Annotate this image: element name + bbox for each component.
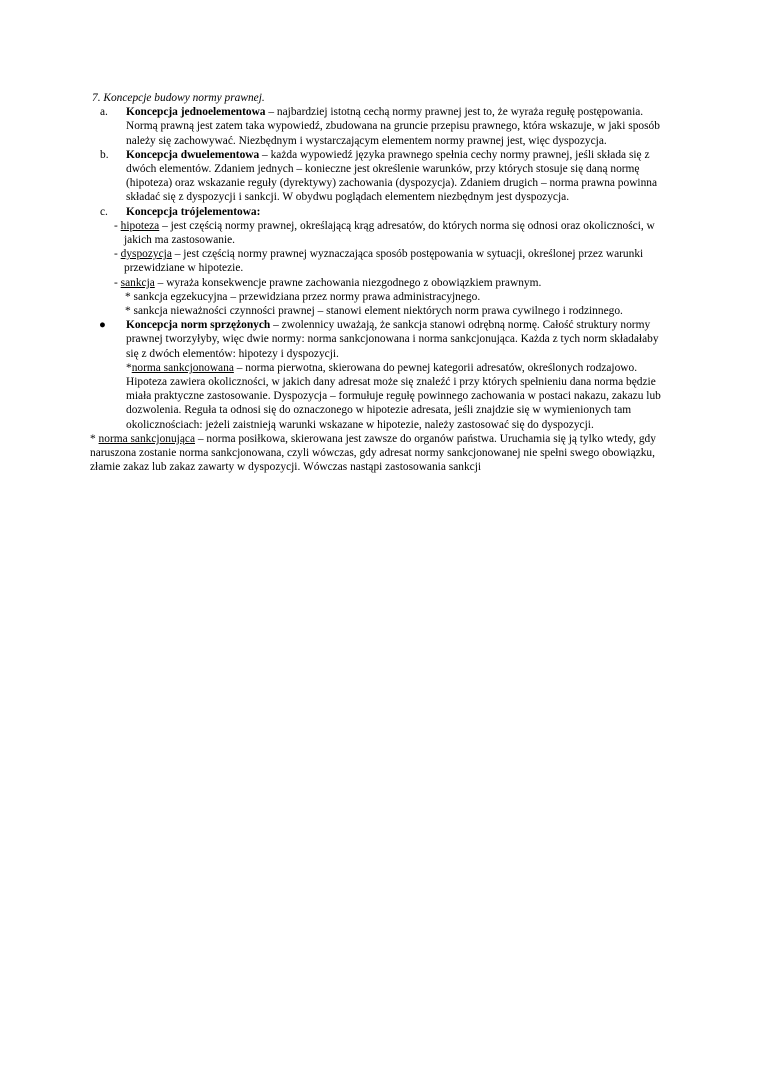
bullet-icon: ●	[99, 319, 106, 332]
element-sankcja	[92, 276, 672, 290]
concept-text: – najbardziej istotną cechą normy prawnej jest to, że wyraża regułę postępowania. Normą prawną jest zatem taka wypowiedź, zbudowana na gruncie przepisu prawnego, która wskazuje, w jaki sposób należy się zachowywać. Niezbędnym i wystarczającym elementem normy prawnej jest, więc dyspozycja.	[126, 106, 660, 147]
concept-heading: Koncepcja trójelementowa	[126, 205, 257, 218]
final-prefix: *	[90, 432, 99, 445]
section-title: 7. Koncepcje budowy normy prawnej.	[92, 92, 265, 104]
document-content	[92, 91, 672, 474]
element-text: – jest częścią normy prawnej, określającą krąg adresatów, do których norma się odnosi oraz okoliczności, w jakich ma zastosowanie.	[124, 219, 655, 247]
element-prefix: -	[114, 248, 121, 261]
element-text: – wyraża konsekwencje prawne zachowania niezgodnego z obowiązkiem prawnym.	[154, 276, 542, 289]
norma-sankcjonowana-paragraph	[126, 361, 672, 432]
sanction-type-niewaznosci: * sankcja nieważności czynności prawnej – stanowi element niektórych norm prawa cywilnego i rodzinnego.	[125, 305, 623, 318]
list-marker: a.	[100, 106, 108, 119]
element-term: hipoteza	[120, 219, 160, 232]
sub-prefix: *	[126, 361, 132, 374]
element-prefix: -	[114, 276, 121, 289]
final-text: – norma posiłkowa, skierowana jest zawsze do organów państwa. Uruchamia się ją tylko wtedy, gdy naruszona zostanie norma sankcjonowana, czyli wówczas, gdy adresat normy sankcjonowanej nie spełni swego obowiązku, złamie zakaz lub zakaz zawarty w dyspozycji. Wówczas nastąpi zastosowania sankcji	[90, 432, 656, 474]
sub-text: – norma pierwotna, skierowana do pewnej kategorii adresatów, określonych rodzajowo. Hipoteza zawiera okoliczności, w jakich dany adresat może się znaleźć i przy których spełnieniu dana norma będzie miała praktyczne zastosowanie. Dyspozycja – formułuje regułę powinnego zachowania w postaci nakazu, zakazu lub dozwolenia. Reguła ta odnosi się do oznaczonego w hipotezie adresata, jeśli znajdzie się w wymienionych tam okolicznościach: jeżeli zaistnieją warunki wskazane w hipotezie, należy zastosować się do dyspozycji.	[126, 361, 661, 431]
sub-term: norma sankcjonowana	[131, 361, 234, 374]
sanction-type-egzekucyjna: * sankcja egzekucyjna – przewidziana przez normy prawa administracyjnego.	[125, 290, 481, 303]
concept-text: – zwolennicy uważają, że sankcja stanowi odrębną normę. Całość struktury normy prawnej tworzyłyby, więc dwie normy: norma sankcjonowana i norma sankcjonująca. Każda z tych norm składałaby się z dwóch elementów: hipotezy i dyspozycji.	[126, 319, 659, 360]
element-term: sankcja	[120, 276, 155, 289]
list-marker: c.	[100, 205, 108, 218]
heading-colon: :	[256, 205, 261, 218]
norma-sankcjonujaca-paragraph	[90, 432, 672, 475]
concept-heading: Koncepcja norm sprzężonych	[126, 319, 271, 332]
list-item-b	[92, 148, 672, 205]
element-dyspozycja	[92, 247, 672, 275]
concept-text: – każda wypowiedź języka prawnego spełnia cechy normy prawnej, jeśli składa się z dwóch elementów. Zdaniem jednych – konieczne jest określenie warunków, przy których stosuje się daną normę (hipoteza) oraz wskazanie reguły (dyrektywy) zachowania (dyspozycja). Zdaniem drugich – norma prawna powinna składać się z dyspozycji i sankcji. W obydwu poglądach elementem niezbędnym jest dyspozycja.	[126, 148, 658, 204]
final-term: norma sankcjonująca	[98, 432, 196, 445]
element-hipoteza	[92, 219, 672, 247]
element-text: – jest częścią normy prawnej wyznaczająca sposób postępowania w sytuacji, określonej przez warunki przewidziane w hipotezie.	[124, 248, 644, 275]
list-marker: b.	[100, 148, 109, 161]
list-item-bullet	[92, 318, 672, 432]
element-prefix: -	[114, 219, 121, 232]
element-term: dyspozycja	[120, 248, 172, 261]
concept-heading: Koncepcja dwuelementowa	[126, 148, 260, 161]
list-item-c	[92, 205, 672, 219]
concept-heading: Koncepcja jednoelementowa	[126, 106, 266, 119]
list-item-a	[92, 105, 672, 148]
